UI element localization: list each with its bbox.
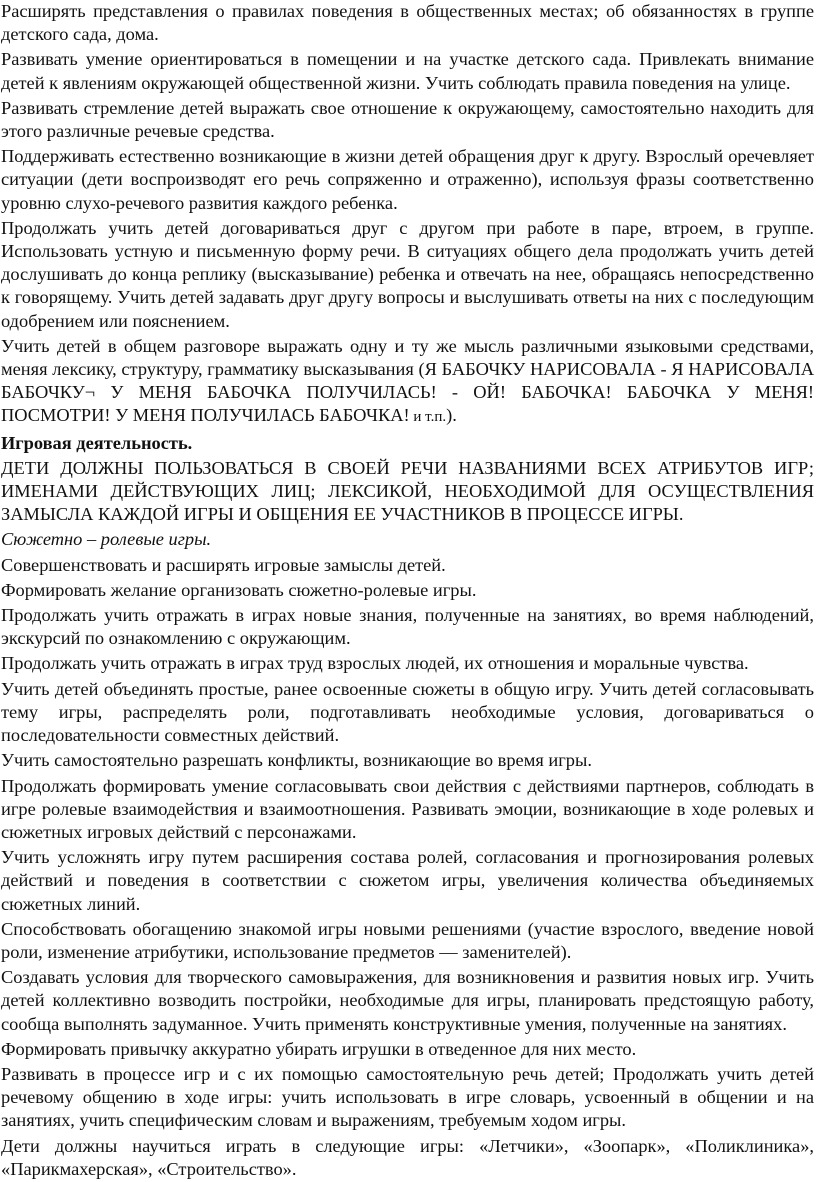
paragraph-public-behavior: Расширять представления о правилах поведения в общественных местах; об обязанностях в группе детского сада, дома.: [1, 1, 814, 45]
paragraph-combine-plots: Учить детей объединять простые, ранее освоенные сюжеты в общую игру. Учить детей согласовывать тему игры, распределять роли, подготавливать необходимые условия, договариваться о последовательности совместных действий.: [1, 678, 814, 746]
paragraph-creative-expression: Создавать условия для творческого самовыражения, для возникновения и развития новых игр. Учить детей коллективно возводить постройки, необходимые для игры, планировать предстоящую работу, сообща выполнять задуманное. Учить применять конструктивные умения, полученные на занятиях.: [1, 967, 814, 1034]
paragraph-negotiation: Продолжать учить детей договариваться друг с другом при работе в паре, втроем, в группе. Использовать устную и письменную форму речи. В ситуациях общего дела продолжать учить детей дослушивать до конца реплику (высказывание) ребенка и отвечать на нее, обращаясь непосредственно к говорящему. Учить детей задавать друг другу вопросы и выслушивать ответы на них с последующим одобрением или пояснением.: [1, 217, 814, 331]
paragraph-language-variety-closing: ).: [446, 405, 457, 426]
paragraph-language-variety-etc: и т.п.: [409, 409, 447, 426]
paragraph-complicate-game: Учить усложнять игру путем расширения состава ролей, согласования и прогнозирования ролевых действий и поведения в соответствии с сюжетом игры, увеличения количества объединяемых сюжетных линий.: [1, 847, 814, 914]
paragraph-new-knowledge: Продолжать учить отражать в играх новые знания, полученные на занятиях, во время наблюдений, экскурсий по ознакомлению с окружающим.: [1, 605, 814, 649]
paragraph-play-ideas: Совершенствовать и расширять игровые замыслы детей.: [1, 554, 446, 575]
paragraph-speech-means: Развивать стремление детей выражать свое отношение к окружающему, самостоятельно находить для этого различные речевые средства.: [1, 97, 814, 142]
paragraph-game-list: Дети должны научиться играть в следующие игры: «Летчики», «Зоопарк», «Поликлиника», «Парикмахерская», «Строительство».: [1, 1135, 814, 1179]
paragraph-caps-vocabulary: ДЕТИ ДОЛЖНЫ ПОЛЬЗОВАТЬСЯ В СВОЕЙ РЕЧИ НАЗВАНИЯМИ ВСЕХ АТРИБУТОВ ИГР; ИМЕНАМИ ДЕЙСТВУЮЩИХ ЛИЦ; ЛЕКСИКОЙ, НЕОБХОДИМОЙ ДЛЯ ОСУЩЕСТВЛЕНИЯ ЗАМЫСЛА КАЖДОЙ ИГРЫ И ОБЩЕНИЯ ЕЕ УЧАСТНИКОВ В ПРОЦЕССЕ ИГРЫ.: [1, 457, 814, 525]
subheading-role-play: Сюжетно – ролевые игры.: [1, 529, 212, 550]
paragraph-organize-games: Формировать желание организовать сюжетно-ролевые игры.: [1, 579, 477, 600]
paragraph-orientation: Развивать умение ориентироваться в помещении и на участке детского сада. Привлекать внимание детей к явлениям окружающей общественной жизни. Учить соблюдать правила поведения на улице.: [1, 49, 814, 93]
paragraph-language-variety: [1, 335, 814, 430]
paragraph-language-variety-main: Учить детей в общем разговоре выражать одну и ту же мысль различными языковыми средствами, меняя лексику, структуру, грамматику высказывания (Я БАБОЧКУ НАРИСОВАЛА - Я НАРИСОВАЛА БАБОЧКУ¬ У МЕНЯ БАБОЧКА ПОЛУЧИЛАСЬ! - ОЙ! БАБОЧКА! БАБОЧКА У МЕНЯ! ПОСМОТРИ! У МЕНЯ ПОЛУЧИЛАСЬ БАБОЧКА!: [1, 335, 814, 426]
paragraph-tidy-toys: Формировать привычку аккуратно убирать игрушки в отведенное для них место.: [1, 1038, 637, 1059]
paragraph-independent-speech: Развивать в процессе игр и с их помощью самостоятельную речь детей; Продолжать учить детей речевому общению в ходе игры: учить использовать в игре словарь, усвоенный в общении и на занятиях, учить специфическим словам и выражениям, требуемым ходом игры.: [1, 1063, 814, 1131]
paragraph-coordinate-actions: Продолжать формировать умение согласовывать свои действия с действиями партнеров, соблюдать в игре ролевые взаимодействия и взаимоотношения. Развивать эмоции, возникающие в ходе ролевых и сюжетных игровых действий с персонажами.: [1, 775, 814, 842]
paragraph-addressing: Поддерживать естественно возникающие в жизни детей обращения друг к другу. Взрослый оречевляет ситуации (дети воспроизводят его речь сопряженно и отраженно), используя фразы соответственно уровню слухо-речевого развития каждого ребенка.: [1, 146, 814, 213]
section-heading-play-activity: Игровая деятельность.: [1, 432, 193, 453]
paragraph-enrich-game: Способствовать обогащению знакомой игры новыми решениями (участие взрослого, введение новой роли, изменение атрибутики, использование предметов — заменителей).: [1, 918, 814, 962]
paragraph-adult-work: Продолжать учить отражать в играх труд взрослых людей, их отношения и моральные чувства.: [1, 653, 749, 674]
paragraph-resolve-conflicts: Учить самостоятельно разрешать конфликты, возникающие во время игры.: [1, 750, 592, 771]
